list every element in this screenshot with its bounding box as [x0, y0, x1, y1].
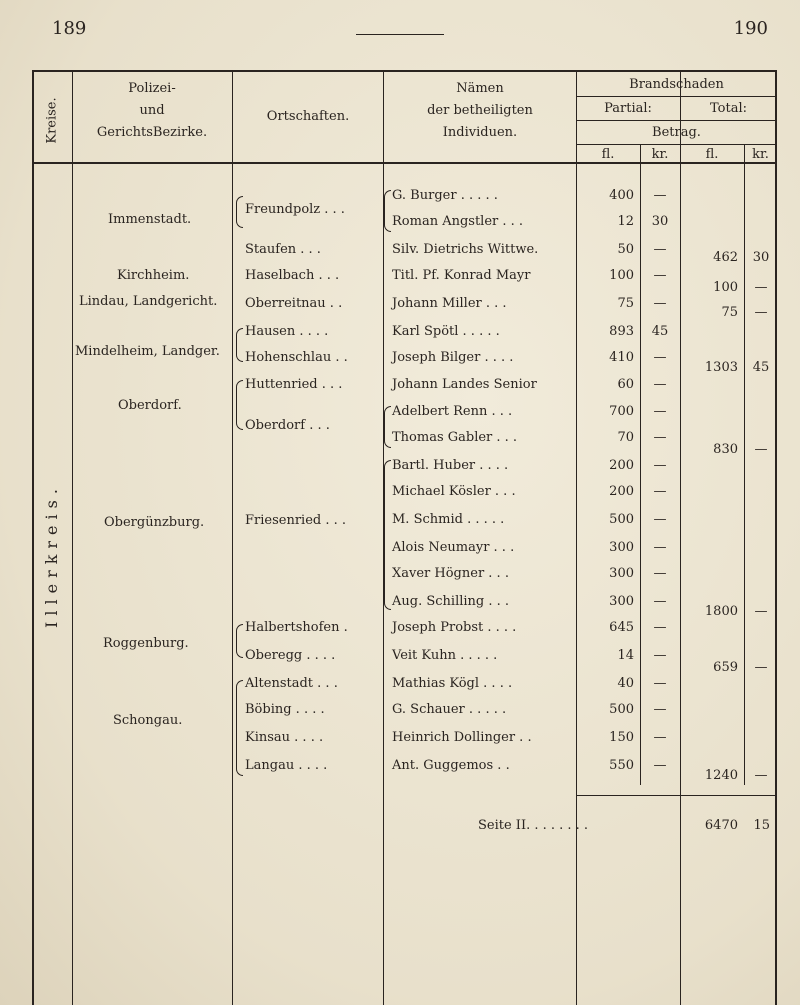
- total-kr: —: [754, 442, 768, 457]
- partial-fl: 75: [617, 296, 634, 311]
- partial-kr: —: [653, 268, 667, 283]
- ort: Friesenried . . .: [245, 513, 347, 528]
- bezirk: Roggenburg.: [103, 636, 189, 651]
- person-name: Silv. Dietrichs Wittwe.: [392, 242, 539, 257]
- person-name: Alois Neumayr . . .: [392, 540, 515, 555]
- partial-fl: 645: [609, 620, 634, 635]
- brace: [236, 680, 243, 776]
- col-divider: [640, 145, 641, 785]
- partial-fl: 500: [609, 512, 634, 527]
- person-name: Xaver Högner . . .: [392, 566, 509, 581]
- total-fl: 659: [713, 660, 738, 675]
- total-kr: 45: [752, 360, 770, 375]
- total-fl: 100: [713, 280, 738, 295]
- person-name: G. Burger . . . . .: [392, 188, 498, 203]
- partial-fl: 14: [617, 648, 634, 663]
- partial-fl: 300: [609, 594, 634, 609]
- partial-fl: 60: [617, 377, 634, 392]
- partial-fl: 700: [609, 404, 634, 419]
- header-fl-partial: fl.: [601, 147, 615, 162]
- partial-fl: 200: [609, 484, 634, 499]
- ort: Altenstadt . . .: [245, 676, 338, 691]
- ort: Haselbach . . .: [245, 268, 340, 283]
- partial-kr: —: [653, 458, 667, 473]
- summary-label: Seite II. . . . . . . .: [478, 818, 589, 833]
- person-name: Karl Spötl . . . . .: [392, 324, 500, 339]
- header-betrag: Betrag.: [652, 125, 701, 140]
- brace: [236, 624, 243, 658]
- brace: [384, 190, 391, 232]
- partial-fl: 12: [617, 214, 634, 229]
- person-name: Ant. Guggemos . .: [392, 758, 510, 773]
- bezirk: Obergünzburg.: [104, 515, 205, 530]
- ort: Kinsau . . . .: [245, 730, 324, 745]
- person-name: Thomas Gabler . . .: [392, 430, 518, 445]
- partial-kr: —: [653, 730, 667, 745]
- partial-fl: 300: [609, 540, 634, 555]
- partial-fl: 40: [617, 676, 634, 691]
- person-name: Johann Miller . . .: [392, 296, 507, 311]
- header-brandschaden: Brandschaden: [629, 77, 724, 92]
- bezirk: Immenstadt.: [108, 212, 192, 227]
- total-kr: —: [754, 305, 768, 320]
- partial-kr: —: [653, 758, 667, 773]
- partial-fl: 100: [609, 268, 634, 283]
- total-kr: —: [754, 604, 768, 619]
- ort: Staufen . . .: [245, 242, 321, 257]
- person-name: Adelbert Renn . . .: [392, 404, 513, 419]
- brace: [236, 196, 243, 228]
- person-name: G. Schauer . . . . .: [392, 702, 507, 717]
- page-number-left: 189: [52, 18, 87, 39]
- ort: Hausen . . . .: [245, 324, 329, 339]
- header-ortschaften: Ortschaften.: [266, 109, 350, 124]
- col-divider: [232, 72, 233, 1005]
- ort: Halbertshofen .: [245, 620, 348, 635]
- partial-fl: 150: [609, 730, 634, 745]
- partial-fl: 50: [617, 242, 634, 257]
- person-name: Roman Angstler . . .: [392, 214, 524, 229]
- header-bezirke: Polizei- und GerichtsBezirke.: [96, 81, 208, 140]
- partial-kr: 30: [651, 214, 669, 229]
- person-name: Heinrich Dollinger . .: [392, 730, 532, 745]
- partial-fl: 550: [609, 758, 634, 773]
- partial-fl: 70: [617, 430, 634, 445]
- partial-fl: 200: [609, 458, 634, 473]
- person-name: Joseph Probst . . . .: [392, 620, 517, 635]
- partial-kr: —: [653, 540, 667, 555]
- total-rule: [576, 795, 777, 796]
- table-frame: [32, 70, 777, 1005]
- ort: Huttenried . . .: [245, 377, 343, 392]
- header-rule-partial: [576, 120, 777, 121]
- total-fl: 75: [721, 305, 738, 320]
- header-rule-brand: [576, 96, 777, 97]
- header-total: Total:: [709, 101, 747, 116]
- partial-kr: —: [653, 676, 667, 691]
- partial-kr: —: [653, 648, 667, 663]
- ort: Hohenschlau . .: [245, 350, 348, 365]
- person-name: M. Schmid . . . . .: [392, 512, 505, 527]
- partial-fl: 300: [609, 566, 634, 581]
- col-divider: [72, 72, 73, 1005]
- partial-fl: 410: [609, 350, 634, 365]
- bezirk: Mindelheim, Landger.: [75, 344, 220, 359]
- total-fl: 1303: [704, 360, 738, 375]
- partial-kr: —: [653, 512, 667, 527]
- header-namen: Nämen der betheiligten Individuen.: [427, 81, 533, 140]
- bezirk: Kirchheim.: [117, 268, 190, 283]
- kreis-label: Illerkreis.: [41, 482, 61, 628]
- ort: Oberdorf . . .: [245, 418, 330, 433]
- person-name: Bartl. Huber . . . .: [392, 458, 509, 473]
- bezirk: Schongau.: [113, 713, 183, 728]
- col-divider: [680, 72, 681, 1005]
- person-name: Michael Kösler . . .: [392, 484, 516, 499]
- total-fl: 1240: [704, 768, 738, 783]
- ort: Freundpolz . . .: [245, 202, 345, 217]
- total-kr: —: [754, 768, 768, 783]
- brace: [236, 380, 243, 430]
- summary-kr: 15: [753, 818, 770, 833]
- partial-kr: —: [653, 702, 667, 717]
- partial-kr: —: [653, 242, 667, 257]
- total-fl: 1800: [704, 604, 738, 619]
- partial-fl: 893: [609, 324, 634, 339]
- partial-kr: —: [653, 430, 667, 445]
- partial-kr: —: [653, 404, 667, 419]
- partial-kr: —: [653, 566, 667, 581]
- total-fl: 462: [713, 250, 738, 265]
- brace: [384, 460, 391, 610]
- person-name: Mathias Kögl . . . .: [392, 676, 513, 691]
- total-kr: —: [754, 280, 768, 295]
- partial-kr: —: [653, 377, 667, 392]
- header-kr-partial: kr.: [651, 147, 669, 162]
- brace: [236, 328, 243, 362]
- col-divider: [744, 145, 745, 785]
- person-name: Veit Kuhn . . . . .: [392, 648, 498, 663]
- ort: Langau . . . .: [245, 758, 328, 773]
- ort: Oberreitnau . .: [245, 296, 343, 311]
- partial-kr: —: [653, 350, 667, 365]
- summary-fl: 6470: [704, 818, 738, 833]
- partial-kr: 45: [651, 324, 669, 339]
- bezirk: Lindau, Landgericht.: [79, 294, 218, 309]
- partial-kr: —: [653, 484, 667, 499]
- partial-kr: —: [653, 594, 667, 609]
- page-number-right: 190: [733, 18, 768, 39]
- header-kr-total: kr.: [752, 147, 769, 162]
- partial-fl: 500: [609, 702, 634, 717]
- person-name: Joseph Bilger . . . .: [392, 350, 514, 365]
- header-kreise: Kreise.: [44, 96, 60, 144]
- ort: Böbing . . . .: [245, 702, 325, 717]
- brace: [384, 406, 391, 448]
- bezirk: Oberdorf.: [118, 398, 182, 413]
- header-rule: [356, 34, 444, 35]
- person-name: Johann Landes Senior: [392, 377, 537, 392]
- header-partial: Partial:: [604, 101, 652, 116]
- person-name: Titl. Pf. Konrad Mayr: [392, 268, 531, 283]
- partial-kr: —: [653, 620, 667, 635]
- person-name: Aug. Schilling . . .: [392, 594, 510, 609]
- partial-fl: 400: [609, 188, 634, 203]
- col-divider: [576, 72, 577, 1005]
- total-fl: 830: [713, 442, 738, 457]
- partial-kr: —: [653, 188, 667, 203]
- ort: Oberegg . . . .: [245, 648, 336, 663]
- header-fl-total: fl.: [705, 147, 719, 162]
- total-kr: 30: [752, 250, 770, 265]
- partial-kr: —: [653, 296, 667, 311]
- total-kr: —: [754, 660, 768, 675]
